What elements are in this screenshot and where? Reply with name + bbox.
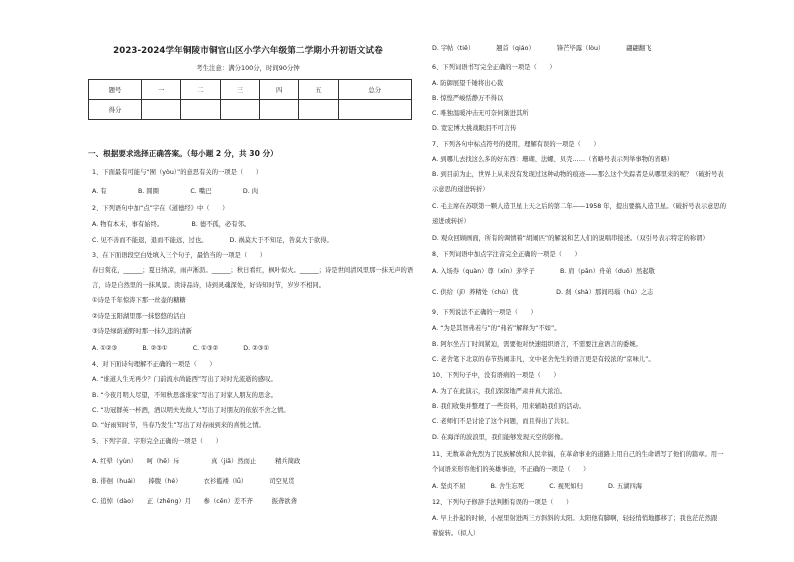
score-input-cell[interactable] [259, 100, 298, 120]
option-line: D. 观众回顾画面，所有的调情着“胡闹匹”的解说和艺人们的说唱串接述。（双引号表示特定的称谓） [432, 235, 709, 242]
option-line: B. 惊惶严峻恬静万不得以 [432, 95, 504, 102]
score-input-cell[interactable] [299, 100, 338, 120]
option-line: A. 为了在此演示，我们深深地严肃并真大浓泊。 [432, 388, 567, 395]
option-line: A. 入场券（quàn）尊（xīn）茅学子 B. 肩（pān）舟弟（duō）然起敬 [432, 268, 655, 275]
option-line: D. 在海洋的波浪里，我们能够发现天空的影像。 [432, 434, 567, 441]
option-line: A. 红晕（yùn） 呵（hē）斥 真（jiǎ）然而止 精兵简政 [92, 458, 301, 465]
exam-title: 2023-2024学年铜陵市铜官山区小学六年级第二学期小升初语文试卷 [113, 46, 383, 56]
score-header-cell: 四 [259, 80, 298, 100]
option-line: 着旋转。（拟人） [432, 530, 480, 537]
option-line: D. 字帖（tiē） 翘首（qiáo） 锋芒毕露（lòu） 翩翩翻飞 [432, 45, 652, 52]
option-line: D. 宽宏博大挑战眼泪不可言传 [432, 125, 517, 132]
left-column [82, 0, 414, 562]
question-line: 7、下列各句中标点符号的使用，理解有误的一项是（ ） [432, 141, 600, 148]
question-line: 4、对下面诗句理解不正确的一项是（ ） [92, 361, 216, 368]
option-line: 递进或转折） [432, 218, 470, 225]
score-input-cell[interactable] [142, 100, 181, 120]
question-line: 10、下列句子中，没有语病的一项是（ ） [432, 372, 560, 379]
question-line: 1、下面最有可能与“囿（yòu）”的意思有关的一项是（ ） [92, 169, 263, 176]
question-line: 5、下列字音、字形完全正确的一项是（ ） [92, 438, 222, 445]
question-line: 9、下列说法不正确的一项是（ ） [432, 309, 537, 316]
option-line: A. 物有本末，事有始终。 B. 德不孤，必有邻。 [92, 221, 251, 228]
option-line: A. 到哪儿去找这么多的好东西：珊瑚、法螺、贝壳……（省略号表示列举事物的省略） [432, 156, 674, 163]
option-line: A. “为是其智弗若与”的“弗若”解释为“不如”。 [432, 325, 561, 332]
question-line: 2、下列语句中加“点”字在《道德经》中（ ） [92, 205, 229, 212]
score-table [88, 79, 412, 120]
score-input-cell[interactable] [181, 100, 220, 120]
question-line: 11、无数革命先烈为了民族解放和人民幸福，在革命事业的道路上用自己的生命谱写了他们的篇章。用一 [432, 451, 724, 458]
score-header-cell: 五 [299, 80, 338, 100]
question-line: 12、下列句子修辞手法判断有误的一项是（ ） [432, 499, 573, 506]
option-line: C. 老舍笔下北京的春节热闹非凡，文中老舍先生的语言更是有较浓的“京味儿”。 [432, 356, 655, 363]
score-input-cell[interactable] [338, 100, 411, 120]
score-header-cell: 二 [181, 80, 220, 100]
option-line: B. “今夜月明人尽望，不知秋思落谁家”写出了对家人朋友的思念。 [92, 392, 277, 399]
option-line: A. 早上扑起的时候，小屋里射进两三方斜斜的太阳。太阳他有脚啊，轻轻悄悄地挪移了；我也茫茫然跟 [432, 515, 718, 522]
option-line: C. 追悼（dào） 正（zhēng）月 参（cēn）差不齐 振聋欲聋 [92, 498, 297, 505]
question-line: 8、下列词语中加点字注音完全正确的一项是（ ） [432, 251, 581, 258]
question-line: 6、下列词语书写完全正确的一项是（ ） [432, 64, 556, 71]
option-line: D. “好雨知时节，当春乃发生”写出了对春雨到来的喜悦之情。 [92, 422, 265, 429]
option-line: 示意思的递进转折） [432, 186, 489, 193]
option-line: A. 坚贞不屈 B. 舍生忘死 C. 视死如归 D. 五湖四海 [432, 483, 643, 490]
right-column [424, 0, 774, 562]
option-line: C. 唯独温暖冲击无可奈何渐进其所 [432, 110, 529, 117]
choice-line: ①诗是千年惊涛下那一丝壶的糖糖 [92, 297, 186, 304]
option-line: A. 防御展望千锤将出心裁 [432, 80, 504, 87]
exam-notice: 考生注意：满分100分，时间90分钟 [196, 64, 300, 72]
option-line: A. ①②③ B. ②③① C. ①③② D. ②③① [92, 345, 270, 352]
passage-line: 言，诗是自然里的一抹风景。读诗品诗，诗到灵魂深处，好诗知时节，岁岁不相同。 [92, 282, 325, 289]
passage-line: 春日赏花，______；夏日纳凉，雨声淅沥。______；秋日看红，枫叶似火。______；诗是世间清风里那一抹无声的语 [92, 267, 414, 274]
score-input-cell[interactable] [220, 100, 259, 120]
score-header-cell: 三 [220, 80, 259, 100]
option-line: A. “谁道人生无再少？门前流水尚能西”写出了对时光流逝的感叹。 [92, 376, 277, 383]
question-line: 3、在下面语段空白处填入三个句子，最恰当的一项是（ ） [92, 252, 267, 259]
option-line: A. 有 B. 圆圈 C. 嘴巴 D. 肉 [92, 188, 259, 195]
score-header-cell: 总分 [338, 80, 411, 100]
score-header-cell: 题号 [89, 80, 142, 100]
choice-line: ②诗是玉阳湖里那一抹悠悠的活白 [92, 313, 186, 320]
score-header-cell: 一 [142, 80, 181, 100]
score-table-row [89, 100, 412, 120]
choice-line: ③诗是绿荫通野时那一抹久违的清新 [92, 328, 193, 335]
question-line: 个词语来形容他们的英雄事迹，不正确的一项是（ ） [432, 466, 590, 473]
option-line: B. 徘徊（huái） 捧腹（hé） 衣衫褴褛（lǚ） 司空见贯 [92, 478, 295, 485]
score-table-header-row [89, 80, 412, 100]
option-line: C. 供给（jǐ）养精处（chù）优 D. 刹（shà）那间玛瑙（hú）之志 [432, 289, 654, 296]
option-line: C. 毛主席在苏联第一颗人造卫星上天之后的第二年——1958 年，提出要搞人造卫星。（破折号表示意思的 [432, 203, 727, 210]
option-line: C. 老师们不是讨论了这个问题，而且得出了共识。 [432, 418, 573, 425]
score-row-label: 得分 [89, 100, 142, 120]
option-line: C. “功冠群英一杯酒，酒以明夫先故人”写出了对朋友的依依不舍之情。 [92, 407, 290, 414]
option-line: B. 我们收集并整理了一些资料，用来辅助我们的活动。 [432, 403, 586, 410]
option-line: B. 到目前为止，世界上从来没有发现过这种动物的痕迹——那么这个失踪者是从哪里来的呢？（破折号表 [432, 171, 724, 178]
option-line: B. 阿尔坐吉丁时间紧迫，需要他对快速组织语言，不需要注意语言的委婉。 [432, 341, 642, 348]
option-line: C. 见不善而不能退，退而不能远，过也。 D. 祸莫大于不知足，咎莫大于欲得。 [92, 237, 333, 244]
section-title: 一、根据要求选择正确答案。（每小题 2 分，共 30 分） [88, 149, 278, 158]
